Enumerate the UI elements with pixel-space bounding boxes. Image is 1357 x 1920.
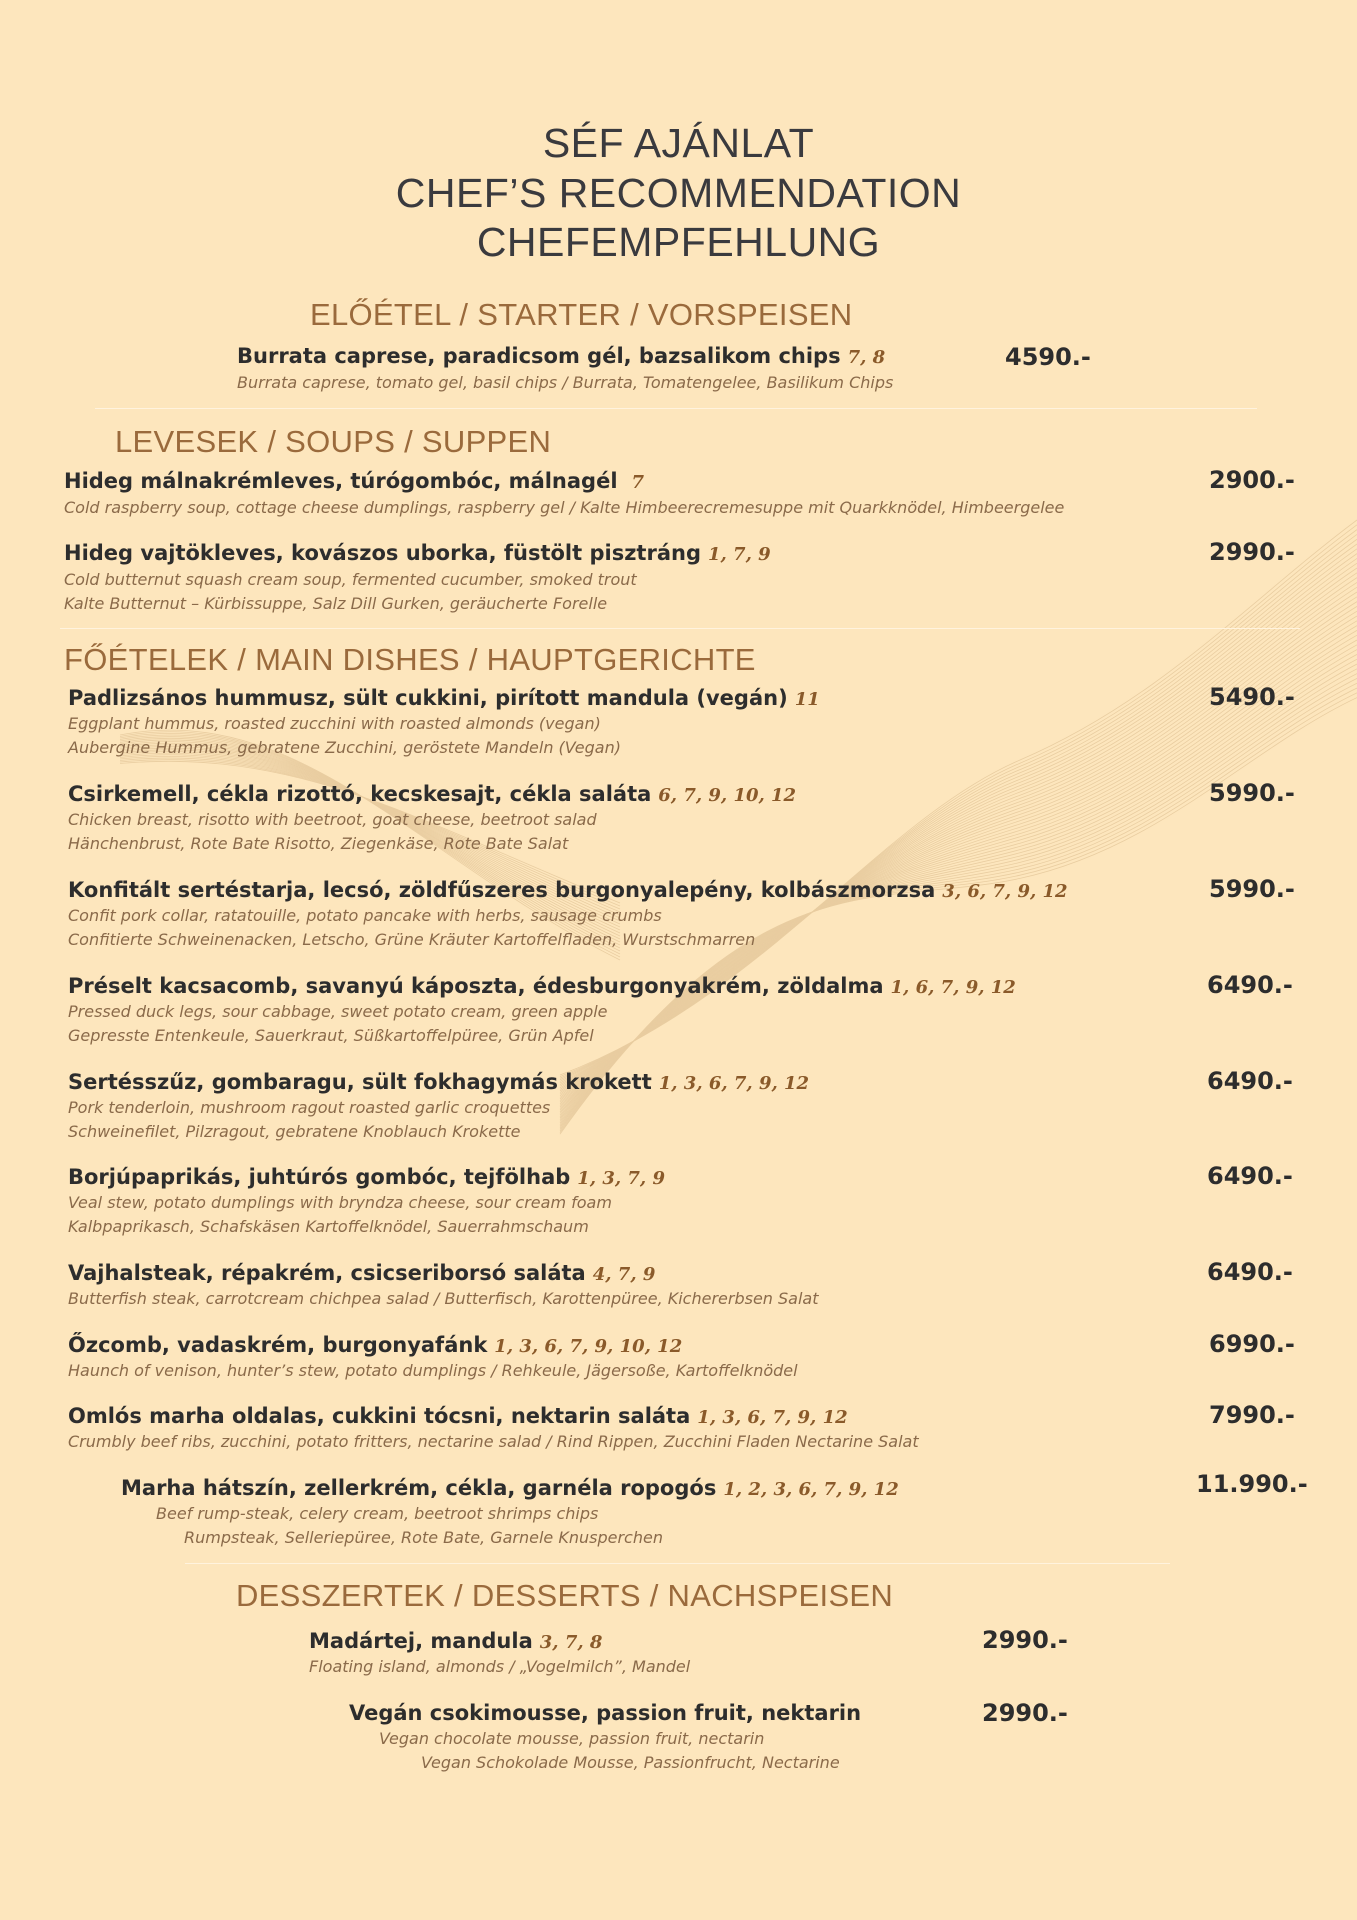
menu-item-description: Butterfish steak, carrotcream chichpea salad / Butterfisch, Karottenpüree, Kichererbsen Salat [68, 1289, 819, 1308]
menu-item-price: 4590.- [1005, 343, 1091, 371]
allergen-codes: 1, 2, 3, 6, 7, 9, 12 [723, 1479, 899, 1500]
menu-item-price: 11.990.- [1196, 1470, 1308, 1498]
menu-item-price: 2990.- [982, 1626, 1068, 1654]
menu-item-name: Hideg vajtökleves, kovászos uborka, füstölt pisztráng 1, 7, 9 [64, 541, 771, 565]
menu-item-description: Schweinefilet, Pilzragout, gebratene Knoblauch Krokette [68, 1122, 521, 1141]
menu-item-price: 6990.- [1209, 1330, 1295, 1358]
menu-item-description: Floating island, almonds / „Vogelmilch”, Mandel [309, 1657, 691, 1676]
menu-item-price: 6490.- [1207, 971, 1293, 999]
menu-item-description: Pork tenderloin, mushroom ragout roasted garlic croquettes [68, 1098, 551, 1117]
menu-item-price: 5990.- [1209, 779, 1295, 807]
section-divider [185, 1563, 1170, 1564]
menu-item-name: Hideg málnakrémleves, túrógombóc, málnagél 7 [64, 469, 645, 493]
section-heading-mains: FŐÉTELEK / MAIN DISHES / HAUPTGERICHTE [64, 642, 756, 677]
allergen-codes: 1, 3, 6, 7, 9, 10, 12 [494, 1336, 683, 1357]
allergen-codes: 1, 3, 6, 7, 9, 12 [658, 1073, 810, 1094]
menu-item-description: Aubergine Hummus, gebratene Zucchini, geröstete Mandeln (Vegan) [68, 738, 621, 757]
menu-item-name: Borjúpaprikás, juhtúrós gombóc, tejfölhab 1, 3, 7, 9 [68, 1165, 665, 1189]
section-heading-desserts: DESSZERTEK / DESSERTS / NACHSPEISEN [236, 1578, 894, 1613]
menu-item-name: Sertésszűz, gombaragu, sült fokhagymás krokett 1, 3, 6, 7, 9, 12 [68, 1070, 810, 1094]
menu-item-description: Vegan Schokolade Mousse, Passionfrucht, Nectarine [421, 1753, 840, 1772]
menu-item-description: Vegan chocolate mousse, passion fruit, nectarin [379, 1729, 765, 1748]
page-title-en: CHEF’S RECOMMENDATION [395, 170, 962, 216]
menu-item-description: Pressed duck legs, sour cabbage, sweet potato cream, green apple [68, 1002, 608, 1021]
menu-item-name: Csirkemell, cékla rizottó, kecskesajt, cékla saláta 6, 7, 9, 10, 12 [68, 782, 797, 806]
menu-item-description: Chicken breast, risotto with beetroot, goat cheese, beetroot salad [68, 810, 597, 829]
menu-item-price: 5490.- [1209, 683, 1295, 711]
menu-item-price: 6490.- [1207, 1162, 1293, 1190]
allergen-codes: 6, 7, 9, 10, 12 [658, 785, 797, 806]
menu-item-name: Padlizsános hummusz, sült cukkini, pirított mandula (vegán) 11 [68, 686, 820, 710]
menu-item-price: 6490.- [1207, 1258, 1293, 1286]
menu-item-description: Kalbpaprikasch, Schafskäsen Kartoffelknödel, Sauerrahmschaum [68, 1217, 589, 1236]
menu-item-price: 7990.- [1209, 1401, 1295, 1429]
section-divider [95, 408, 1257, 409]
page-title-hu: SÉF AJÁNLAT [542, 120, 815, 166]
allergen-codes: 4, 7, 9 [592, 1264, 656, 1285]
menu-item-name: Őzcomb, vadaskrém, burgonyafánk 1, 3, 6, 7, 9, 10, 12 [68, 1333, 683, 1357]
menu-item-price: 2990.- [1209, 538, 1295, 566]
menu-item-name: Vajhalsteak, répakrém, csicseriborsó saláta 4, 7, 9 [68, 1261, 656, 1285]
allergen-codes: 1, 6, 7, 9, 12 [890, 977, 1016, 998]
menu-item-name: Préselt kacsacomb, savanyú káposzta, édesburgonyakrém, zöldalma 1, 6, 7, 9, 12 [68, 974, 1016, 998]
menu-item-description: Confitierte Schweinenacken, Letscho, Grüne Kräuter Kartoffelfladen, Wurstschmarren [68, 930, 756, 949]
page-title-de: CHEFEMPFEHLUNG [476, 219, 881, 265]
menu-item-price: 2990.- [982, 1699, 1068, 1727]
menu-item-description: Veal stew, potato dumplings with bryndza cheese, sour cream foam [68, 1193, 612, 1212]
menu-item-description: Crumbly beef ribs, zucchini, potato fritters, nectarine salad / Rind Rippen, Zucchini Fladen Nectarine Salat [68, 1432, 919, 1451]
allergen-codes: 7, 8 [847, 347, 886, 368]
menu-item-description: Rumpsteak, Selleriepüree, Rote Bate, Garnele Knusperchen [184, 1528, 663, 1547]
menu-item-name: Konfitált sertéstarja, lecsó, zöldfűszeres burgonyalepény, kolbászmorzsa 3, 6, 7, 9, 12 [68, 878, 1068, 902]
allergen-codes: 3, 6, 7, 9, 12 [942, 881, 1068, 902]
section-heading-soups: LEVESEK / SOUPS / SUPPEN [115, 424, 552, 459]
menu-item-name: Burrata caprese, paradicsom gél, bazsalikom chips 7, 8 [237, 344, 886, 368]
allergen-codes: 3, 7, 8 [539, 1632, 603, 1653]
menu-item-price: 2900.- [1209, 466, 1295, 494]
allergen-codes: 11 [794, 689, 820, 710]
menu-item-price: 6490.- [1207, 1067, 1293, 1095]
menu-item-price: 5990.- [1209, 875, 1295, 903]
menu-item-description: Cold butternut squash cream soup, fermented cucumber, smoked trout [64, 570, 637, 589]
menu-item-description: Beef rump-steak, celery cream, beetroot shrimps chips [156, 1504, 599, 1523]
section-divider [60, 628, 1300, 629]
menu-item-description: Burrata caprese, tomato gel, basil chips / Burrata, Tomatengelee, Basilikum Chips [237, 373, 894, 392]
menu-item-description: Cold raspberry soup, cottage cheese dumplings, raspberry gel / Kalte Himbeerecremesuppe mit Quarkknödel, Himbeergelee [64, 498, 1065, 517]
menu-item-description: Gepresste Entenkeule, Sauerkraut, Süßkartoffelpüree, Grün Apfel [68, 1026, 594, 1045]
allergen-codes: 1, 7, 9 [707, 544, 771, 565]
menu-item-description: Haunch of venison, hunter’s stew, potato dumplings / Rehkeule, Jägersoße, Kartoffelknödel [68, 1361, 798, 1380]
menu-item-description: Hänchenbrust, Rote Bate Risotto, Ziegenkäse, Rote Bate Salat [68, 834, 569, 853]
menu-item-name: Omlós marha oldalas, cukkini tócsni, nektarin saláta 1, 3, 6, 7, 9, 12 [68, 1404, 848, 1428]
menu-item-description: Confit pork collar, ratatouille, potato pancake with herbs, sausage crumbs [68, 906, 662, 925]
menu-item-description: Eggplant hummus, roasted zucchini with roasted almonds (vegan) [68, 714, 601, 733]
allergen-codes: 1, 3, 6, 7, 9, 12 [697, 1407, 848, 1428]
allergen-codes: 7 [631, 472, 645, 493]
menu-item-name: Vegán csokimousse, passion fruit, nektarin [349, 1701, 862, 1725]
menu-item-name: Marha hátszín, zellerkrém, cékla, garnéla ropogós 1, 2, 3, 6, 7, 9, 12 [121, 1476, 899, 1500]
menu-item-name: Madártej, mandula 3, 7, 8 [309, 1629, 603, 1653]
allergen-codes: 1, 3, 7, 9 [577, 1168, 665, 1189]
menu-item-description: Kalte Butternut – Kürbissuppe, Salz Dill Gurken, geräucherte Forelle [64, 594, 608, 613]
section-heading-starter: ELŐÉTEL / STARTER / VORSPEISEN [310, 297, 853, 332]
